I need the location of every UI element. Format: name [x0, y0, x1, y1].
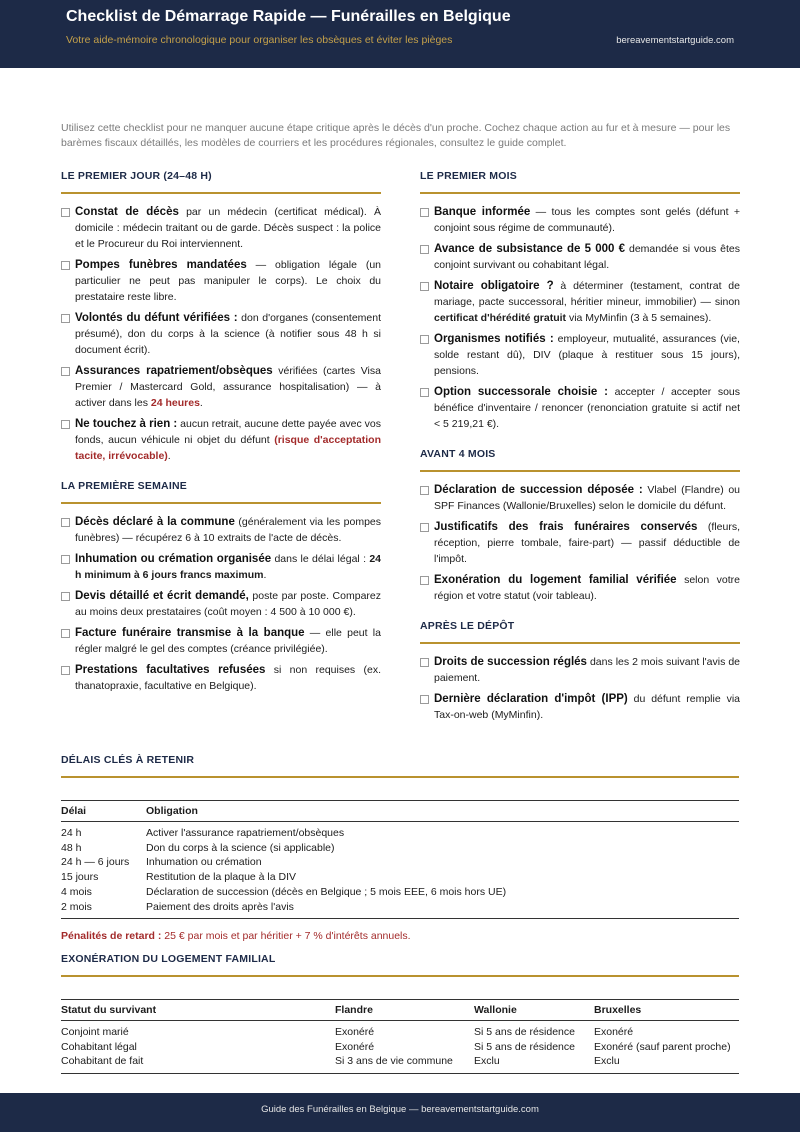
item-bold-label: Banque informée	[434, 206, 531, 218]
penalty-note	[61, 930, 739, 942]
item-text: si non requises (ex. thanatopraxie, facultative en Belgique).	[75, 664, 381, 692]
table-cell: Exonéré	[335, 1040, 375, 1053]
item-bold-label: Pompes funèbres mandatées	[75, 259, 247, 271]
checklist-item	[61, 416, 381, 464]
item-text: — obligation légale (un particulier ne peut pas manipuler le corps). Le choix du prestataire reste libre.	[75, 259, 381, 303]
checkbox[interactable]	[61, 367, 70, 376]
exemption-body	[61, 1021, 739, 1074]
table-cell: Restitution de la plaque à la DIV	[146, 871, 297, 884]
table-row	[61, 870, 739, 885]
item-bold-label: Volontés du défunt vérifiées :	[75, 312, 238, 324]
table-row	[61, 1021, 739, 1040]
exemption-title: EXONÉRATION DU LOGEMENT FAMILIAL	[61, 953, 739, 977]
table-cell: Si 5 ans de résidence	[474, 1040, 575, 1053]
table-row	[61, 1040, 739, 1055]
checklist-item	[61, 204, 381, 252]
item-text: aucun retrait, aucune dette payée avec vos fonds, aucun véhicule ni objet du défunt	[75, 418, 381, 446]
table-cell: Exclu	[474, 1055, 500, 1068]
table-header: Bruxelles	[594, 1000, 739, 1021]
table-cell: Exonéré	[335, 1026, 375, 1038]
page-title: Checklist de Démarrage Rapide — Funérailles en Belgique	[66, 8, 511, 25]
table-cell: Paiement des droits après l'avis	[146, 900, 294, 913]
checklist-item	[61, 551, 381, 583]
item-text: du défunt remplie via Tax-on-web (MyMinfin).	[434, 693, 740, 721]
item-bold-label: Option successorale choisie :	[434, 386, 608, 398]
checkbox[interactable]	[420, 388, 429, 397]
checkbox[interactable]	[61, 629, 70, 638]
right-column	[420, 170, 740, 728]
table-cell: Exonéré (sauf parent proche)	[594, 1040, 731, 1053]
checkbox[interactable]	[420, 486, 429, 495]
table-cell: Don du corps à la science (si applicable)	[146, 841, 335, 854]
table-cell: 4 mois	[61, 885, 92, 898]
item-bold-label: Décès déclaré à la commune	[75, 516, 235, 528]
item-text: employeur, mutualité, assurances (vie, solde restant dû), DIV (plaque à restituer sous 15 jours), pensions.	[434, 333, 740, 377]
table-cell: Inhumation ou crémation	[146, 856, 262, 869]
item-bold-label: Justificatifs des frais funéraires conservés	[434, 521, 698, 533]
item-bold-label: Assurances rapatriement/obsèques	[75, 365, 273, 377]
table-row	[61, 900, 739, 919]
item-bold-label: Notaire obligatoire ?	[434, 280, 554, 292]
item-bold-label: Prestations facultatives refusées	[75, 664, 266, 676]
checkbox[interactable]	[61, 208, 70, 217]
checkbox[interactable]	[61, 314, 70, 323]
checklist-item	[420, 204, 740, 236]
checklist-first-day	[61, 204, 381, 464]
intro-text: Utilisez cette checklist pour ne manquer aucune étape critique après le décès d'un proche. Cochez chaque action au fur et à mesure — pour les barèmes fiscaux détaillés, les modèles de courriers et les procédures régionales, consultez le guide complet.	[61, 122, 731, 149]
item-bold-label: Organismes notifiés :	[434, 333, 554, 345]
deadlines-body	[61, 822, 739, 919]
table-cell: Exclu	[594, 1055, 620, 1068]
item-text: dans les 2 mois suivant l'avis de paiement.	[434, 656, 741, 684]
table-row	[61, 822, 739, 841]
checkbox[interactable]	[420, 208, 429, 217]
table-header: Wallonie	[474, 1000, 594, 1021]
checkbox[interactable]	[420, 576, 429, 585]
section-title-first-day: LE PREMIER JOUR (24–48 H)	[61, 170, 381, 194]
item-highlight: (risque d'acceptation tacite, irrévocable)	[75, 434, 381, 462]
checklist-item	[420, 482, 740, 514]
table-cell: Cohabitant de fait	[61, 1055, 144, 1068]
table-row	[61, 1054, 739, 1073]
table-cell: Si 3 ans de vie commune	[335, 1055, 453, 1068]
item-text: Vlabel (Flandre) ou SPF Finances (Wallonie/Bruxelles) selon le domicile du défunt.	[434, 484, 740, 512]
checkbox[interactable]	[61, 518, 70, 527]
item-tail: .	[167, 450, 171, 462]
item-tail: .	[199, 397, 203, 409]
table-header-row	[61, 801, 739, 822]
item-text: à déterminer (testament, contrat de mariage, pacte successoral, héritier mineur, immobilier) — sinon	[434, 280, 740, 308]
item-text: — tous les comptes sont gelés (défunt + conjoint sous régime de communauté).	[434, 206, 740, 234]
item-text: don d'organes (consentement présumé), don du corps à la science (à notifier sous 48 h si document écrit).	[75, 312, 382, 356]
table-row	[61, 841, 739, 856]
checkbox[interactable]	[420, 523, 429, 532]
checklist-item	[61, 588, 381, 620]
checklist-item	[61, 625, 381, 657]
checklist-after-filing	[420, 654, 740, 723]
item-text: vérifiées (cartes Visa Premier / Mastercard Gold, assurance hospitalisation) — à activer dans les	[75, 365, 381, 409]
checkbox[interactable]	[420, 335, 429, 344]
table-header-row	[61, 1000, 739, 1021]
exemption-table	[61, 999, 739, 1074]
checkbox[interactable]	[420, 245, 429, 254]
checklist-item	[420, 572, 740, 604]
item-text: (fleurs, réception, pierre tombale, faire-part) — passif déductible de l'impôt.	[434, 521, 740, 565]
item-bold-label: Ne touchez à rien :	[75, 418, 178, 430]
left-column	[61, 170, 381, 699]
table-cell: Exonéré	[594, 1026, 634, 1038]
site-url: bereavementstartguide.com	[616, 35, 734, 46]
item-tail: .	[263, 569, 267, 581]
table-cell: 2 mois	[61, 900, 92, 913]
item-tail: via MyMinfin (3 à 5 semaines).	[566, 312, 712, 324]
checklist-item	[420, 519, 740, 567]
item-bold-label: Droits de succession réglés	[434, 656, 587, 668]
deadlines-section	[61, 754, 739, 942]
item-bold-label: Exonération du logement familial vérifiée	[434, 574, 677, 586]
checklist-first-week	[61, 514, 381, 694]
checklist-item	[61, 514, 381, 546]
checkbox[interactable]	[61, 666, 70, 675]
penalty-label: Pénalités de retard :	[61, 930, 162, 943]
item-highlight: 24 heures	[150, 397, 200, 409]
checkbox[interactable]	[61, 592, 70, 601]
item-text: demandée si vous êtes conjoint survivant ou cohabitant légal.	[434, 243, 741, 271]
checkbox[interactable]	[420, 282, 429, 291]
item-bold-label: Déclaration de succession déposée :	[434, 484, 643, 496]
checklist-item	[61, 310, 381, 358]
page-header	[0, 0, 800, 68]
table-cell: Activer l'assurance rapatriement/obsèques	[146, 827, 345, 839]
checklist-item	[420, 331, 740, 379]
checklist-item	[420, 691, 740, 723]
table-cell: 48 h	[61, 841, 82, 854]
table-cell: 15 jours	[61, 871, 99, 884]
table-row	[61, 855, 739, 870]
table-cell: Conjoint marié	[61, 1026, 129, 1038]
item-text: par un médecin (certificat médical). À domicile : médecin traitant ou de garde. Décès suspect : la police et le Procureur du Roi interviennent.	[75, 206, 381, 250]
checklist-item	[61, 257, 381, 305]
table-header: Délai	[61, 801, 146, 822]
section-title-after-filing: APRÈS LE DÉPÔT	[420, 620, 740, 644]
table-cell: 24 h	[61, 827, 82, 839]
item-bold-label: Constat de décès	[75, 206, 179, 218]
deadlines-table	[61, 800, 739, 919]
table-header: Flandre	[335, 1000, 474, 1021]
checklist-item	[61, 363, 381, 411]
item-bold-label: Devis détaillé et écrit demandé,	[75, 590, 249, 602]
checkbox[interactable]	[61, 261, 70, 270]
table-cell: Déclaration de succession (décès en Belgique ; 5 mois EEE, 6 mois hors UE)	[146, 885, 507, 898]
table-cell: Cohabitant légal	[61, 1040, 137, 1053]
item-text: accepter / accepter sous bénéfice d'inventaire / renoncer (renonciation gratuite si actif net < 5 219,21 €).	[434, 386, 740, 430]
page-footer: Guide des Funérailles en Belgique — bereavementstartguide.com	[0, 1093, 800, 1132]
section-title-first-week: LA PREMIÈRE SEMAINE	[61, 480, 381, 504]
checkbox[interactable]	[61, 420, 70, 429]
item-emphasis: certificat d'hérédité gratuit	[434, 312, 567, 324]
checklist-item	[61, 662, 381, 694]
checklist-item	[420, 384, 740, 432]
checklist-first-month	[420, 204, 740, 432]
table-cell: Si 5 ans de résidence	[474, 1026, 575, 1038]
table-cell: 24 h — 6 jours	[61, 856, 130, 869]
penalty-text: 25 € par mois et par héritier + 7 % d'intérêts annuels.	[161, 930, 411, 943]
item-text: (généralement via les pompes funèbres) — récupérez 6 à 10 extraits de l'acte de décès.	[75, 516, 382, 544]
table-header: Obligation	[146, 801, 739, 822]
section-title-first-month: LE PREMIER MOIS	[420, 170, 740, 194]
checkbox[interactable]	[420, 658, 429, 667]
exemption-section	[61, 953, 739, 1074]
item-bold-label: Facture funéraire transmise à la banque	[75, 627, 305, 639]
section-title-before-4-months: AVANT 4 MOIS	[420, 448, 740, 472]
item-emphasis: 24 h minimum à 6 jours francs maximum	[75, 553, 382, 581]
page-subtitle: Votre aide-mémoire chronologique pour organiser les obsèques et éviter les pièges	[66, 34, 453, 46]
checklist-item	[420, 654, 740, 686]
item-text: — elle peut la régler malgré le gel des comptes (créance privilégiée).	[75, 627, 381, 655]
checkbox[interactable]	[61, 555, 70, 564]
checklist-item	[420, 278, 740, 326]
item-text: poste par poste. Comparez au moins deux prestataires (coût moyen : 4 500 à 10 000 €).	[75, 590, 381, 618]
item-text: selon votre région et votre statut (voir tableau).	[434, 574, 740, 602]
item-bold-label: Dernière déclaration d'impôt (IPP)	[434, 693, 628, 705]
checkbox[interactable]	[420, 695, 429, 704]
checklist-item	[420, 241, 740, 273]
table-header: Statut du survivant	[61, 1000, 335, 1021]
item-bold-label: Avance de subsistance de 5 000 €	[434, 243, 626, 255]
checklist-before-4-months	[420, 482, 740, 604]
item-text: dans le délai légal :	[271, 553, 370, 565]
deadlines-title: DÉLAIS CLÉS À RETENIR	[61, 754, 739, 778]
item-bold-label: Inhumation ou crémation organisée	[75, 553, 272, 565]
table-row	[61, 885, 739, 900]
